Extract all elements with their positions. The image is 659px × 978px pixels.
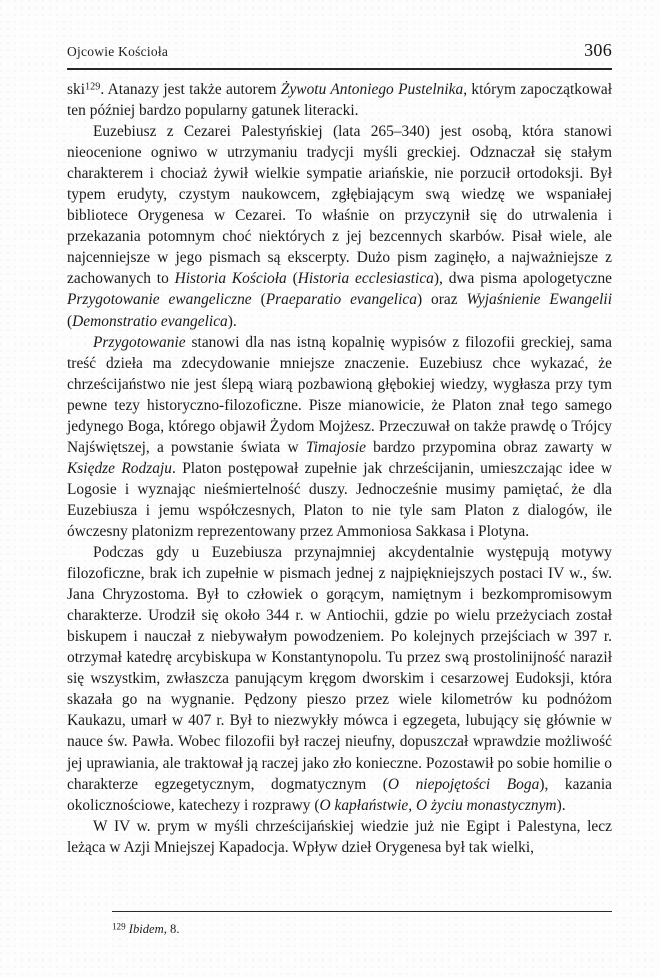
text-run: , 8.: [163, 922, 180, 936]
body-text-block: [67, 79, 612, 858]
text-run: stanowi dla nas istną kopalnię wypisów z filozofii greckiej, sama treść dzieła ma zdecydowanie mniejsze znaczenie. Euzebiusz chce wykazać, że chrześcijaństwo nie jest ślepą wiarą pozbawioną głębokiej wiedzy, wygłasza przy tym pewne tezy historyczno-filozoficzne. Pisze mianowicie, że Platon znał tego samego jedynego Boga, którego objawił Żydom Mojżesz. Przeczuwał on także prawdę o Trójcy Najświętszej, a powstanie świata w: [67, 333, 612, 456]
text-run: ) oraz: [416, 291, 467, 309]
text-run: ), kazania okolicznościowe, katechezy i rozprawy (: [67, 775, 613, 814]
text-run: W IV w. prym w myśli chrześcijańskiej wiedzie już nie Egipt i Palestyna, lecz leżąca w Azji Mniejszej Kapadocja. Wpływ dzieł Orygenesa był tak wielki,: [67, 817, 612, 856]
page-number: 306: [584, 40, 612, 60]
italic-title: Żywotu Antoniego Pustelnika: [280, 81, 464, 98]
running-head-rule: [67, 68, 612, 70]
italic-title: Wyjaśnienie Ewangelii: [466, 291, 613, 309]
footnote-marker: 129: [85, 81, 101, 93]
italic-title: Demonstratio evangelica: [72, 312, 228, 330]
footnote: [112, 921, 612, 937]
text-run: ski: [67, 81, 86, 98]
paragraph: [67, 332, 612, 542]
italic-title: O kapłaństwie, O życiu monastycznym: [319, 796, 557, 814]
text-run: . Platon postępował zupełnie jak chrześcijanin, umieszczając idee w Logosie i wyznając nieśmiertelność duszy. Jednocześnie musimy pamiętać, że dla Euzebiusza i jemu współczesnych, Platon to nie tyle sam Platon z dialogów, ile ówczesny platonizm reprezentowany przez Ammoniosa Sakkasa i Plotyna.: [67, 459, 612, 540]
italic-title: Historia Kościoła: [174, 270, 287, 288]
footnote-separator-rule: [112, 911, 612, 912]
paragraph: [67, 79, 612, 121]
italic-title: Timajosie: [305, 438, 366, 456]
text-run: bardzo przypomina obraz zawarty w: [365, 438, 612, 456]
italic-title: O niepojętości Boga: [387, 775, 540, 793]
text-run: (: [67, 312, 73, 330]
paragraph: [67, 816, 612, 858]
text-run: ), dwa pisma apologetyczne: [433, 270, 613, 288]
footnote-area: [112, 921, 612, 937]
text-run: Podczas gdy u Euzebiusza przynajmniej akcydentalnie występują motywy filozoficzne, brak ich zupełnie w pismach jednej z najpiękniejszych postaci IV w., św. Jana Chryzostoma. Był to człowiek o gorącym, namiętnym i bezkompromisowym charakterze. Urodził się około 344 r. w Antiochii, gdzie po wielu przeżyciach został biskupem i nauczał z niebywałym powodzeniem. Po kolejnych przejściach w 397 r. otrzymał katedrę arcybiskupa w Konstantynopolu. Tu przez swą prostolinijność naraził się wszystkim, zwłaszcza panującym kręgom dworskim i cesarzowej Eudoksji, która skazała go na wygnanie. Pędzony pieszo przez wiele kilometrów ku podnóżom Kaukazu, umarł w 407 r. Był to niezwykły mówca i egzegeta, lubujący się głównie w nauce św. Pawła. Wobec filozofii był raczej nieufny, dopuszczał wprawdzie możliwość jej uprawiania, ale traktował ją raczej jako zło konieczne. Pozostawił po sobie homilie o charakterze egzegetycznym, dogmatycznym (: [67, 544, 612, 793]
paragraph: [67, 121, 612, 331]
running-head: [67, 40, 612, 61]
text-run: Euzebiusz z Cezarei Palestyńskiej (lata 265–340) jest osobą, która stanowi nieocenione ogniwo w utrzymaniu tradycji myśli greckiej. Odznaczał się stałym charakterem i chociaż żywił wielkie sympatie ariańskie, nie porzucił ortodoksji. Był typem erudyty, czystym naukowcem, zgłębiającym swą wiedzę we wspaniałej bibliotece Orygenesa w Cezarei. To właśnie on przyczynił się do utrwalenia i przekazania potomnym choć niektórych z jej bezcennych skarbów. Pisał wiele, ale najcenniejsze w jego pismach są ekscerpty. Dużo pism zaginęło, a najważniejsze z zachowanych to: [67, 123, 612, 288]
italic-title: Ibidem: [128, 922, 164, 936]
text-run: ).: [556, 796, 566, 814]
italic-title: Praeparatio evangelica: [265, 291, 417, 309]
text-run: , którym zapoczątkował ten później bardzo popularny gatunek literacki.: [67, 81, 612, 120]
italic-title: Historia ecclesiastica: [297, 270, 434, 288]
italic-title: Księdze Rodzaju: [67, 459, 172, 477]
footnote-marker: 129: [112, 921, 126, 932]
running-head-title: Ojcowie Kościoła: [67, 44, 169, 59]
text-run: ).: [227, 312, 237, 330]
italic-title: Przygotowanie ewangeliczne: [67, 291, 252, 309]
paragraph: [67, 542, 612, 816]
text-run: (: [286, 270, 298, 288]
text-run: . Atanazy jest także autorem: [100, 81, 281, 98]
italic-title: Przygotowanie: [93, 333, 186, 351]
text-run: (: [251, 291, 266, 309]
